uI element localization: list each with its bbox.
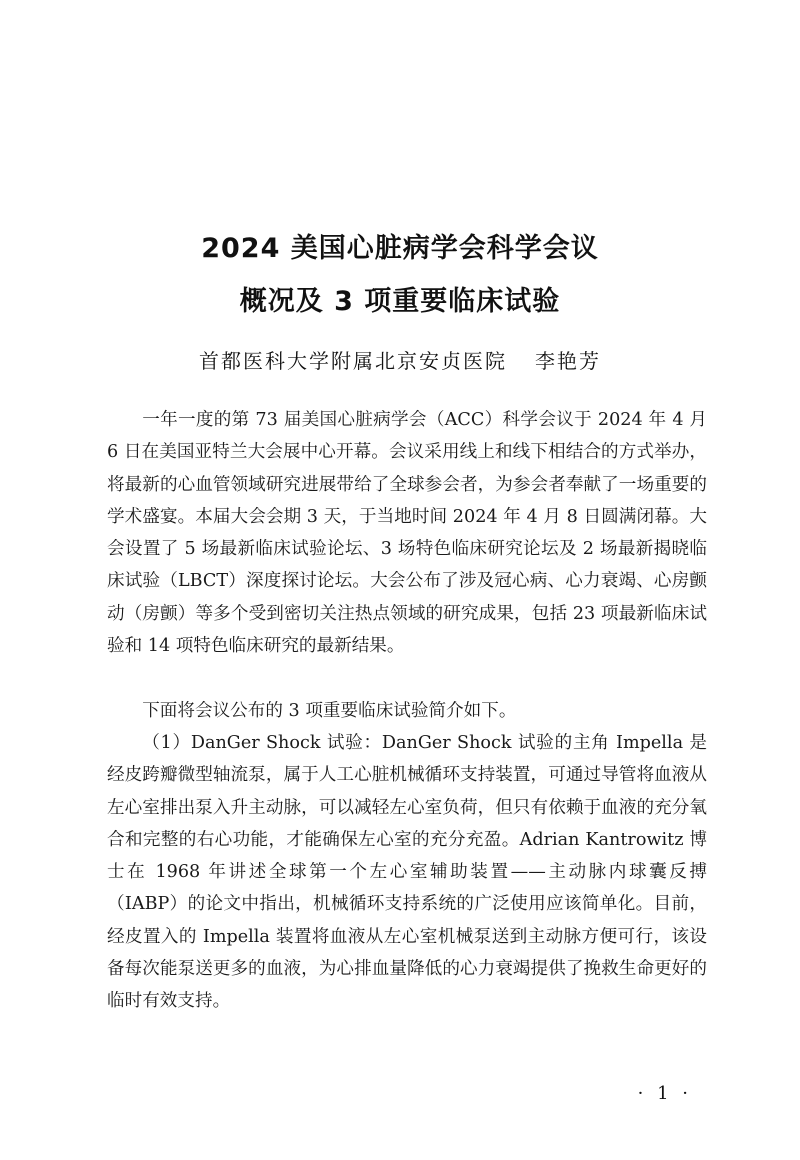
author-affiliation: 首都医科大学附属北京安贞医院 (199, 349, 507, 373)
body-paragraph-1-block (107, 404, 707, 662)
body-paragraph: 一年一度的第 73 届美国心脏病学会（ACC）科学会议于 2024 年 4 月 6 日在美国亚特兰大会展中心开幕。会议采用线上和线下相结合的方式举办，将最新的心血管领域研究进展带给了全球参会者，为参会者奉献了一场重要的学术盛宴。本届大会会期 3 天，于当地时间 2024 年 4 月 8 日圆满闭幕。大会设置了 5 场最新临床试验论坛、3 场特色临床研究论坛及 2 场最新揭晓临床试验（LBCT）深度探讨论坛。大会公布了涉及冠心病、心力衰竭、心房颤动（房颤）等多个受到密切关注热点领域的研究成果，包括 23 项最新临床试验和 14 项特色临床研究的最新结果。 (107, 410, 707, 657)
author-name: 李艳芳 (535, 349, 601, 373)
body-paragraph-2-block (107, 695, 707, 727)
document-title-line-1: 2024 美国心脏病学会科学会议 (201, 233, 599, 264)
author-line (0, 345, 800, 374)
document-title-line-2: 概况及 3 项重要临床试验 (239, 286, 561, 317)
page-number: · 1 · (637, 1083, 692, 1104)
body-paragraph: 下面将会议公布的 3 项重要临床试验简介如下。 (142, 701, 517, 721)
body-paragraph-3-block (107, 727, 707, 1018)
body-paragraph: （1）DanGer Shock 试验：DanGer Shock 试验的主角 Impella 是经皮跨瓣微型轴流泵，属于人工心脏机械循环支持装置，可通过导管将血液从左心室排出泵入升主动脉，可以减轻左心室负荷，但只有依赖于血液的充分氧合和完整的右心功能，才能确保左心室的充分充盈。Adrian Kantrowitz 博士在 1968 年讲述全球第一个左心室辅助装置——主动脉内球囊反搏（IABP）的论文中指出，机械循环支持系统的广泛使用应该简单化。目前，经皮置入的 Impella 装置将血液从左心室机械泵送到主动脉方便可行，该设备每次能泵送更多的血液，为心排血量降低的心力衰竭提供了挽救生命更好的临时有效支持。 (107, 733, 707, 1012)
